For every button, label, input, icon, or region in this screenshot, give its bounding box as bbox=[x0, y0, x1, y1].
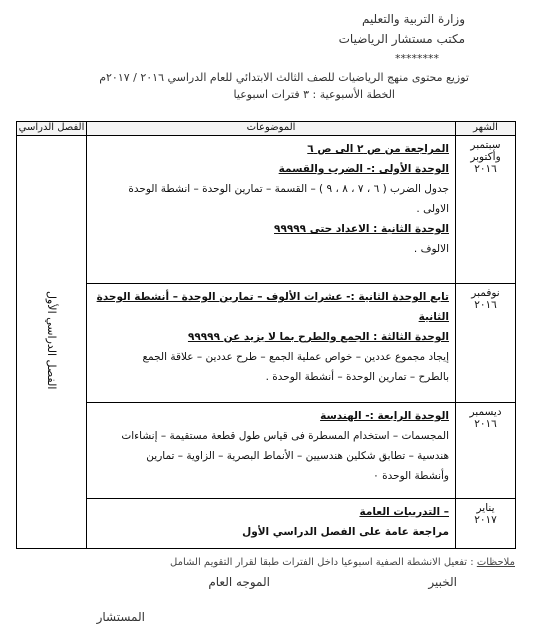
topic-line: الاولى . bbox=[416, 203, 449, 215]
topic-line: الوحدة الثالثة : الجمع والطرح بما لا يزيد عن ٩٩٩٩٩ bbox=[187, 331, 449, 343]
topic-line: وأنشطة الوحدة ٠ bbox=[373, 470, 449, 482]
notes-text: : تفعيل الانشطة الصفية اسبوعيا داخل الفترات طبقا لقرار التقويم الشامل bbox=[170, 557, 477, 568]
table-row bbox=[17, 284, 516, 403]
month-name: سبتمبر bbox=[470, 139, 501, 151]
topic-line: – التدريبات العامة bbox=[359, 506, 449, 518]
semester-label: الفصل الدراسي الأول bbox=[45, 290, 58, 390]
col-header-topics: الموضوعات bbox=[87, 122, 456, 136]
semester-cell bbox=[17, 136, 87, 549]
month-cell bbox=[456, 136, 516, 284]
stars-line: ******** bbox=[395, 52, 439, 65]
document-title: توزيع محتوى منهج الرياضيات للصف الثالث الابتدائي للعام الدراسي ٢٠١٦ / ٢٠١٧م bbox=[99, 71, 469, 84]
notes-line bbox=[170, 557, 515, 568]
topic-line: الوحدة الثانية : الاعداد حتى ٩٩٩٩٩ bbox=[274, 223, 449, 235]
supervisor-label: الموجه العام bbox=[208, 575, 270, 589]
table-row bbox=[17, 403, 516, 499]
topic-line: جدول الضرب ( ٦ ، ٧ ، ٨ ، ٩ ) – القسمة – تمارين الوحدة – انشطة الوحدة bbox=[128, 183, 449, 195]
topic-line: الالوف . bbox=[413, 243, 449, 255]
topics-cell bbox=[87, 499, 456, 549]
advisor-label: المستشار bbox=[96, 610, 145, 624]
col-header-semester: الفصل الدراسي bbox=[17, 122, 87, 136]
topic-line: المجسمات – استخدام المسطرة فى قياس طول قطعة مستقيمة – إنشاءات bbox=[121, 430, 449, 442]
topic-line: بالطرح – تمارين الوحدة – أنشطة الوحدة . bbox=[265, 371, 449, 383]
month-year: ٢٠١٦ bbox=[474, 299, 497, 311]
month-name: وأكتوبر bbox=[470, 151, 501, 163]
topic-line: تابع الوحدة الثانية :- عشرات الألوف – تمارين الوحدة – أنشطة الوحدة الثانية bbox=[96, 291, 449, 323]
month-name: ديسمبر bbox=[469, 406, 502, 418]
month-year: ٢٠١٦ bbox=[474, 418, 497, 430]
month-cell bbox=[456, 403, 516, 499]
col-header-month: الشهر bbox=[456, 122, 516, 136]
topics-cell bbox=[87, 136, 456, 284]
topic-line: إيجاد مجموع عددين – خواص عملية الجمع – طرح عددين – علاقة الجمع bbox=[142, 351, 449, 363]
office-name: مكتب مستشار الرياضيات bbox=[338, 32, 465, 46]
topics-cell bbox=[87, 284, 456, 403]
topic-line: هندسية – تطابق شكلين هندسيين – الأنماط البصرية – الزاوية – تمارين bbox=[146, 450, 449, 462]
topic-line: الوحدة الرابعة :- الهندسة bbox=[320, 410, 449, 422]
topic-line: المراجعة من ص ٢ الى ص ٦ bbox=[307, 143, 449, 155]
month-cell bbox=[456, 499, 516, 549]
topics-cell bbox=[87, 403, 456, 499]
topic-line: مراجعة عامة على الفصل الدراسي الأول bbox=[242, 526, 449, 538]
table-row bbox=[17, 499, 516, 549]
weekly-plan: الخطة الأسبوعية : ٣ فترات اسبوعيا bbox=[233, 88, 395, 101]
month-name: يناير bbox=[476, 502, 495, 514]
month-cell bbox=[456, 284, 516, 403]
curriculum-table bbox=[16, 121, 516, 549]
month-year: ٢٠١٦ bbox=[474, 163, 497, 175]
month-name: نوفمبر bbox=[471, 287, 500, 299]
topic-line: الوحدة الأولى :- الضرب والقسمة bbox=[278, 163, 449, 175]
ministry-name: وزارة التربية والتعليم bbox=[361, 12, 465, 26]
expert-label: الخبير bbox=[428, 575, 457, 589]
notes-label: ملاحظات bbox=[476, 557, 515, 568]
table-row bbox=[17, 136, 516, 284]
month-year: ٢٠١٧ bbox=[474, 514, 497, 526]
